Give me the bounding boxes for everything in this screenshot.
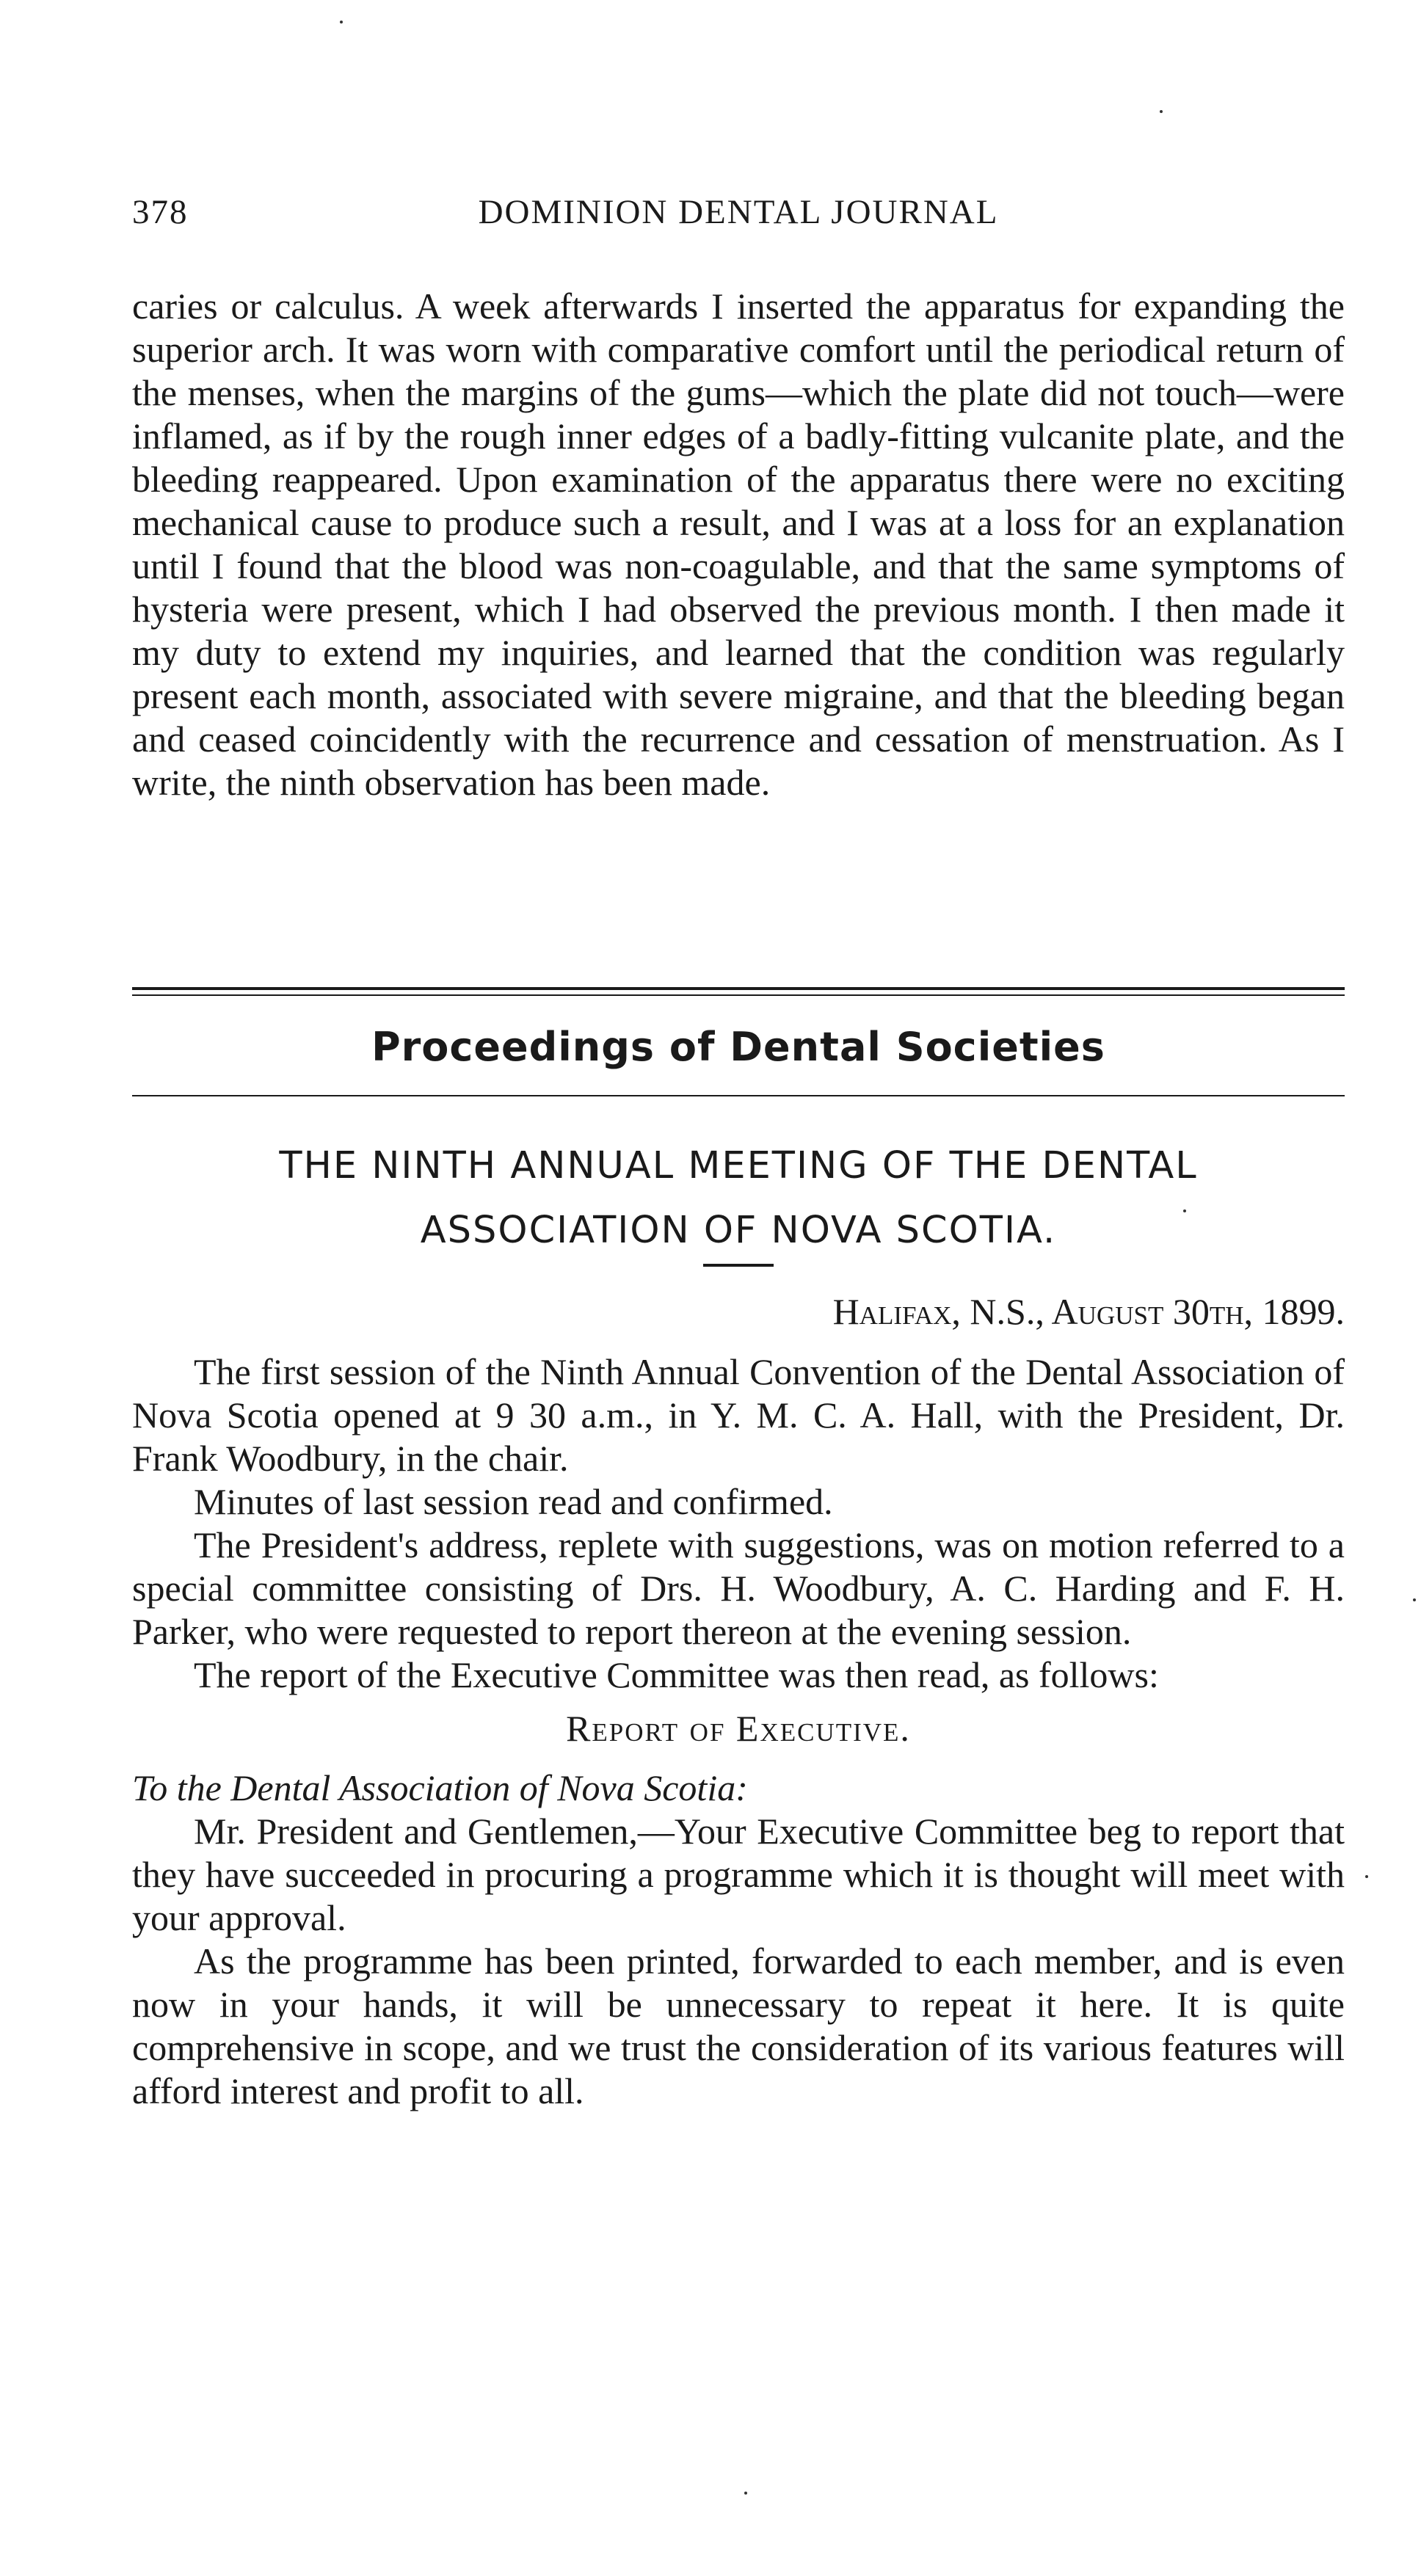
print-speck <box>1365 1875 1368 1878</box>
print-speck <box>1160 110 1163 113</box>
article-title <box>132 1134 1345 1263</box>
dateline: Halifax, N.S., August 30th, 1899. <box>832 1291 1345 1332</box>
page-number: 378 <box>132 193 189 231</box>
print-speck <box>1413 1598 1416 1601</box>
article-body <box>132 1350 1345 2113</box>
article-title-line-2: ASSOCIATION OF NOVA SCOTIA. <box>420 1209 1057 1252</box>
report-paragraph: As the programme has been printed, forwarded to each member, and is even now in your hands, it will be unnecessary to repeat it here. It is quite comprehensive in scope, and we trust the consideration of its various features will afford interest and profit to all. <box>132 1940 1345 2111</box>
article-title-line-1: THE NINTH ANNUAL MEETING OF THE DENTAL <box>279 1144 1198 1187</box>
opening-paragraph: caries or calculus. A week afterwards I inserted the apparatus for expanding the superior arch. It was worn with comparative comfort until the periodical return of the menses, when the margins of the gums—which the plate did not touch—were inflamed, as if by the rough inner edges of a badly-fitting vulcanite plate, and the bleeding reappeared. Upon examination of the apparatus there were no exciting mechanical cause to produce such a result, and I was at a loss for an explanation until I found that the blood was non-coagulable, and that the same symptoms of hysteria were present, which I had observed the previous month. I then made it my duty to extend my inquiries, and learned that the condition was regularly present each month, associated with severe migraine, and that the bleeding began and ceased coincidently with the recurrence and cessation of menstruation. As I write, the ninth observation has been made. <box>132 285 1345 803</box>
journal-page <box>132 0 1345 2576</box>
body-paragraph: Minutes of last session read and confirmed. <box>194 1481 833 1522</box>
print-speck <box>744 2492 747 2495</box>
page-header <box>132 192 1345 244</box>
report-paragraph: Mr. President and Gentlemen,—Your Executive Committee beg to report that they have succeeded in procuring a programme which it is thought will meet with your approval. <box>132 1811 1345 1938</box>
section-rule-bottom <box>132 1095 1345 1096</box>
running-title: DOMINION DENTAL JOURNAL <box>478 193 999 231</box>
body-paragraph: The report of the Executive Committee was then read, as follows: <box>194 1654 1159 1695</box>
section-rule-top <box>132 987 1345 990</box>
report-heading: Report of Executive. <box>566 1708 911 1749</box>
print-speck <box>340 21 343 23</box>
body-paragraph: The first session of the Ninth Annual Convention of the Dental Association of Nova Scotia opened at 9 30 a.m., in Y. M. C. A. Hall, with the President, Dr. Frank Woodbury, in the chair. <box>132 1351 1345 1479</box>
body-paragraph: The President's address, replete with suggestions, was on motion referred to a special committee consisting of Drs. H. Woodbury, A. C. Harding and F. H. Parker, who were requested to report thereon at the evening session. <box>132 1524 1345 1652</box>
salutation: To the Dental Association of Nova Scotia: <box>132 1767 748 1808</box>
section-rule-top-inner <box>132 994 1345 996</box>
section-title: Proceedings of Dental Societies <box>371 1024 1105 1070</box>
title-divider <box>703 1264 774 1267</box>
print-speck <box>1183 1209 1186 1212</box>
